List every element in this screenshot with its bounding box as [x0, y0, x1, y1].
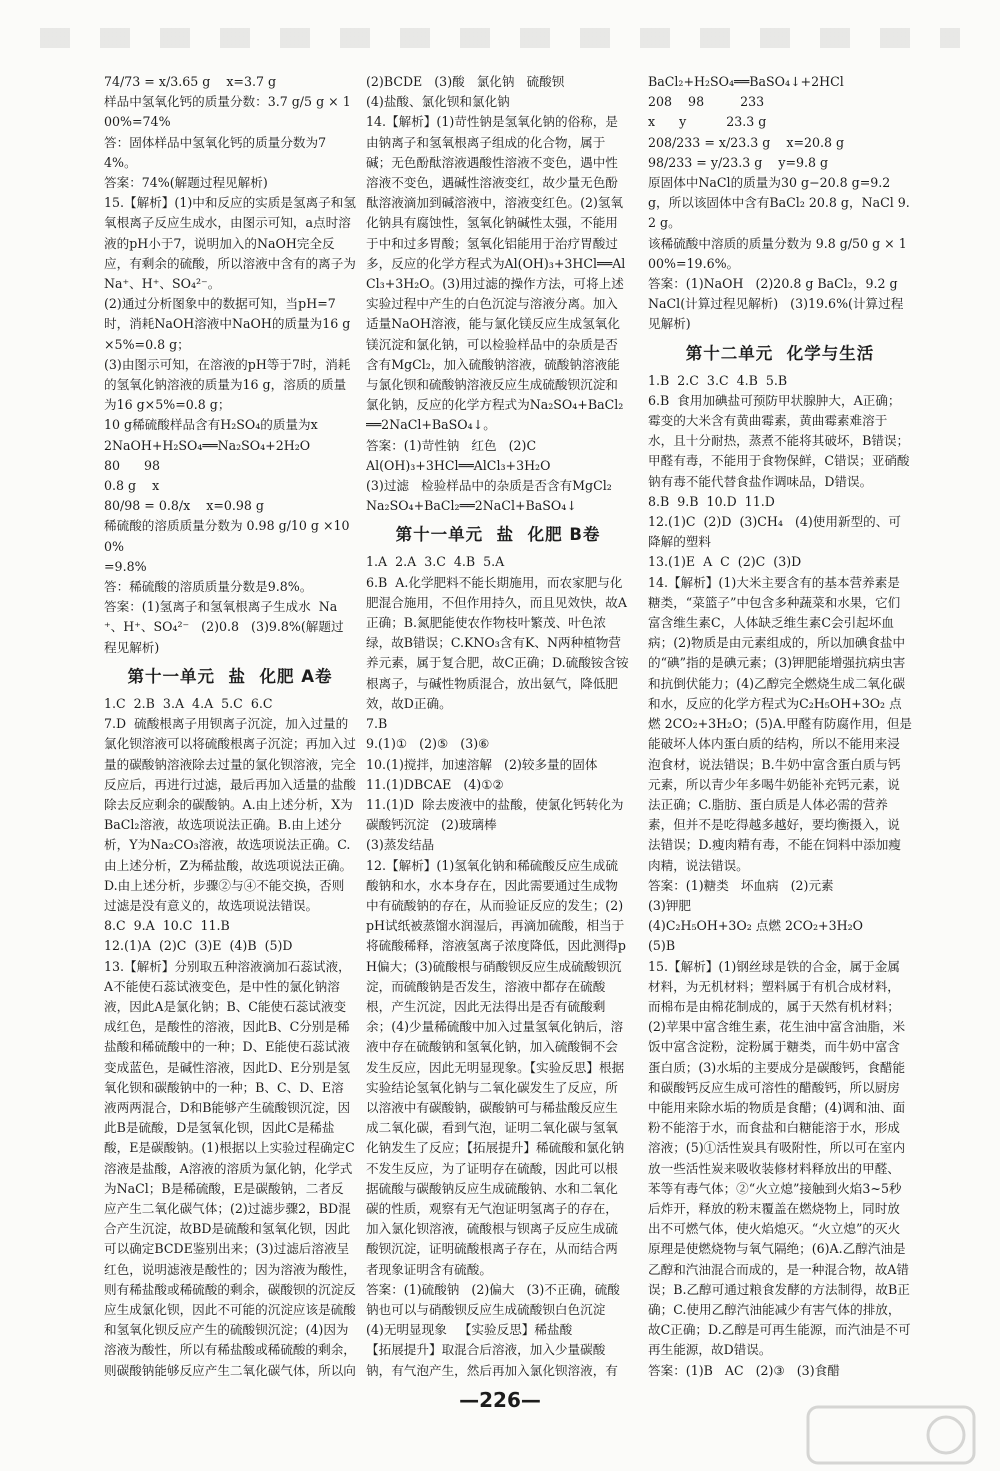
answer-line: 样品中氢氧化钙的质量分数：3.7 g/5 g × 100%=74% — [104, 94, 351, 130]
answer-line: =9.8% — [104, 558, 147, 574]
answer-line: 答：固体样品中氢氧化钙的质量分数为74%。 — [104, 134, 327, 170]
answer-line: 10 g稀硫酸样品含有H₂SO₄的质量为x — [104, 417, 318, 433]
answer-line: 13.【解析】分别取五种溶液滴加石蕊试液，A不能使石蕊试液变色，是中性的氯化钠溶液，因此A是氯化钠；B、C能使石蕊试液变成红色，是酸性的溶液，因此B、C分别是稀盐酸和稀硫酸中的一种；D、E能使石蕊试液变成蓝色，是碱性溶液，因此D、E分别是氢氧化钡和碳酸钠中的一种；B、C、D、E溶液两两混合，D和B能够产生硫酸钡沉淀，因此B是硫酸，D是氢氧化钡，因此C是稀盐酸，E是碳酸钠。(1)根据以上实验过程确定C溶液是盐酸，A溶液的溶质为氯化钠，化学式为NaCl；B是稀硫酸，E是碳酸钠，二者反应产生二氧化碳气体；(2)过滤步骤2，BD混合产生沉淀，故BD是硫酸和氢氧化钡，因此可以确定BCDE鉴别出来；(3)过滤后溶液呈红色，说明滤液是酸性的；因为溶液为酸性，则有稀盐酸或稀硫酸的剩余，碳酸钡的沉淀反应生成氯化钡，因此不可能的沉淀应该是硫酸和氢氧化钡反应产生的硫酸钡沉淀；(4)因为溶液为酸性，所以有稀盐酸或稀硫酸的剩余，则碳酸钠能够反应产生二氧化碳气体，所以向 — [104, 958, 356, 1378]
answer-line: 0.8 g x — [104, 478, 160, 494]
answer-line: 11.(1)D 除去废液中的盐酸，使氯化钙转化为碳酸钙沉淀 (2)玻璃棒 — [366, 796, 624, 833]
answer-line: 答案：(1)B AC (2)③ (3)食醋 — [648, 1362, 840, 1378]
answer-line: 208/233 = x/23.3 g x=20.8 g — [648, 134, 845, 150]
answer-line: 14.【解析】(1)大米主要含有的基本营养素是糖类，“菜篮子”中包含多种蔬菜和水果，它们富含维生素C，人体缺乏维生素C会引起坏血病；(2)物质是由元素组成的，所以加碘食盐中的“碘”指的是碘元素；(3)钾肥能增强抗病虫害和抗倒伏能力；(4)乙醇完全燃烧生成二氧化碳和水，反应的化学方程式为C₂H₅OH+3O₂ 点燃 2CO₂+3H₂O；(5)A.甲醛有防腐作用，但是能破坏人体内蛋白质的结构，所以不能用来浸泡食材，说法错误；B.牛奶中富含蛋白质与钙元素，所以青少年多喝牛奶能补充钙元素，说法正确；C.脂肪、蛋白质是人体必需的营养素，但并不是吃得越多越好，要均衡摄入，说法错误；D.瘦肉精有毒，不能在饲料中添加瘦肉精，说法错误。 — [648, 574, 912, 873]
section-heading: 第十一单元 盐 化肥 A卷 — [127, 666, 333, 686]
answer-line: 1.A 2.A 3.C 4.B 5.A — [366, 554, 505, 570]
answer-line: 答案：(1)硫酸钠 (2)偏大 (3)不正确，硫酸钠也可以与硝酸钡反应生成硫酸钡白色沉淀 — [366, 1281, 620, 1317]
answer-line: 9.(1)① (2)⑤ (3)⑥ — [366, 736, 490, 752]
answer-line: 11.(1)DBCAE (4)①② — [366, 776, 504, 792]
watermark-logo — [806, 1405, 976, 1465]
answer-line — [648, 1381, 912, 1382]
answer-line: 8.C 9.A 10.C 11.B — [104, 918, 230, 934]
answer-line: x y 23.3 g — [648, 114, 767, 130]
answer-line: 1.C 2.B 3.A 4.A 5.C 6.C — [104, 695, 273, 711]
answer-line: 6.B A.化学肥料不能长期施用，而农家肥与化肥混合施用，不但作用持久，而且见效快，故A正确；B.氮肥能使农作物枝叶繁茂、叶色浓绿，故B错误；C.KNO₃含有K、N两种植物营养元素，属于复合肥，故C正确；D.硫酸铵含铵根离子，与碱性物质混合，放出氨气，降低肥效，故D正确。 — [366, 574, 629, 711]
scan-header-noise — [40, 28, 960, 48]
answer-line: 该稀硫酸中溶质的质量分数为 9.8 g/50 g × 100%=19.6%。 — [648, 235, 907, 271]
answer-line: 7.B — [366, 716, 388, 732]
answer-line: (3)蒸发结晶 — [366, 837, 435, 853]
answer-line: 208 98 233 — [648, 94, 765, 110]
answer-line: 答案：(1)苛性钠 红色 (2)C — [366, 437, 537, 453]
answer-line: 12.(1)C (2)D (3)CH₄ (4)使用新型的、可降解的塑料 — [648, 514, 901, 550]
answer-line: 答案：(1)氢离子和氢氧根离子生成水 Na⁺、H⁺、SO₄²⁻ (2)0.8 (3)9.8%(解题过程见解析) — [104, 599, 344, 655]
answer-line: 8.B 9.B 10.D 11.D — [648, 493, 775, 509]
column-right — [648, 72, 912, 1382]
answer-line: 80/98 = 0.8/x x=0.98 g — [104, 498, 264, 514]
answer-line: (4)C₂H₅OH+3O₂ 点燃 2CO₂+3H₂O — [648, 918, 863, 934]
answer-line: (3)由图示可知，在溶液的pH等于7时，消耗的氢氧化钠溶液的质量为16 g，溶质的质量为16 g×5%=0.8 g； — [104, 356, 351, 413]
answer-line: (2)BCDE (3)酸 氯化钠 硫酸钡 — [366, 74, 565, 89]
answer-line: 7.D 硫酸根离子用钡离子沉淀，加入过量的氯化钡溶液可以将硫酸根离子沉淀；再加入过量的碳酸钠溶液除去过量的氯化钡溶液，完全反应后，再进行过滤，最后再加入适量的盐酸除去反应剩余的碳酸钠。A.由上述分析，X为BaCl₂溶液，故选项说法正确。B.由上述分析，Y为Na₂CO₃溶液，故选项说法正确。C.由上述分析，Z为稀盐酸，故选项说法正确。D.由上述分析，步骤②与④不能交换，否则过滤是没有意义的，故选项说法错误。 — [104, 716, 356, 913]
answer-line: 6.B 食用加碘盐可预防甲状腺肿大，A正确；霉变的大米含有黄曲霉素，黄曲霉素难溶于水，且十分耐热，蒸煮不能将其破坏，B错误；甲醛有毒，不能用于食物保鲜，C错误；亚硝酸钠有毒不能代替食盐作调味品，D错误。 — [648, 392, 910, 489]
column-left — [104, 72, 356, 1382]
answer-line: 98/233 = y/23.3 g y=9.8 g — [648, 154, 829, 170]
answer-line: (5)B — [648, 938, 676, 954]
answer-line: 答：稀硫酸的溶质质量分数是9.8%。 — [104, 579, 313, 595]
answer-line: (2)通过分析图象中的数据可知，当pH=7时，消耗NaOH溶液中NaOH的质量为16 g×5%=0.8 g； — [104, 296, 351, 352]
answer-line: 13.(1)E A C (2)C (3)D — [648, 554, 802, 570]
section-heading: 第十一单元 盐 化肥 B卷 — [395, 525, 601, 545]
answer-line: (4)无明显现象 【实验反思】稀盐酸 — [366, 1322, 573, 1338]
page-number: —226— — [459, 1388, 541, 1412]
answer-line: 【拓展提升】取混合后溶液，加入少量碳酸钠，有气泡产生，然后再加入氯化钡溶液，有 — [366, 1342, 618, 1378]
answer-line: 12.(1)A (2)C (3)E (4)B (5)D — [104, 938, 293, 954]
answer-line: (3)过滤 检验样品中的杂质是否含有MgCl₂ — [366, 478, 612, 494]
answer-line: 答案：(1)糖类 坏血病 (2)元素 — [648, 877, 834, 893]
answer-line: 原固体中NaCl的质量为30 g−20.8 g=9.2 g，所以该固体中含有BaCl₂ 20.8 g，NaCl 9.2 g。 — [648, 175, 910, 231]
answer-line: Na₂SO₄+BaCl₂══2NaCl+BaSO₄↓ — [366, 498, 577, 514]
answer-line: 15.【解析】(1)中和反应的实质是氢离子和氢氧根离子反应生成水，由图示可知，a点时溶液的pH小于7，说明加入的NaOH完全反应，有剩余的硫酸，所以溶液中含有的离子为Na⁺、H⁺、SO₄²⁻。 — [104, 195, 356, 292]
answer-line: 2NaOH+H₂SO₄══Na₂SO₄+2H₂O — [104, 437, 311, 453]
answer-line: 答案：74%(解题过程见解析) — [104, 175, 268, 191]
answer-line: BaCl₂+H₂SO₄══BaSO₄↓+2HCl — [648, 74, 844, 89]
answer-line: 74/73 = x/3.65 g x=3.7 g — [104, 74, 277, 89]
section-heading: 第十二单元 化学与生活 — [685, 343, 875, 363]
answer-line: Al(OH)₃+3HCl══AlCl₃+3H₂O — [366, 457, 551, 473]
answer-line: 14.【解析】(1)苛性钠是氢氧化钠的俗称，是由钠离子和氢氧根离子组成的化合物，属于碱；无色酚酞溶液遇酸性溶液不变色，遇中性溶液不变色，遇碱性溶液变红，故少量无色酚酞溶液滴加到碱溶液中，溶液变红色。(2)氢氧化钠具有腐蚀性，氢氧化钠碱性太强，不能用于中和过多胃酸；氢氧化铝能用于治疗胃酸过多，反应的化学方程式为Al(OH)₃+3HCl══AlCl₃+3H₂O。(3)用过滤的操作方法，可将上述实验过程中产生的白色沉淀与溶液分离。加入适量NaOH溶液，能与氯化镁反应生成氢氧化镁沉淀和氯化钠，可以检验样品中的杂质是否含有MgCl₂，加入硫酸钠溶液，硫酸钠溶液能与氯化钡和硫酸钠溶液反应生成硫酸钡沉淀和氯化钠，反应的化学方程式为Na₂SO₄+BaCl₂══2NaCl+BaSO₄↓。 — [366, 114, 626, 433]
answer-line: 稀硫酸的溶质质量分数为 0.98 g/10 g ×100% — [104, 518, 350, 554]
answer-line: 80 98 — [104, 457, 161, 473]
answer-line: 答案：(1)NaOH (2)20.8 g BaCl₂，9.2 g NaCl(计算过程见解析) (3)19.6%(计算过程见解析) — [648, 276, 904, 332]
answer-line: (3)钾肥 — [648, 897, 692, 913]
answer-line: (4)盐酸、氯化钡和氯化钠 — [366, 94, 510, 110]
answer-line: 1.B 2.C 3.C 4.B 5.B — [648, 372, 788, 388]
column-middle — [366, 72, 630, 1382]
answer-line: 12.【解析】(1)氢氧化钠和稀硫酸反应生成硫酸钠和水，水本身存在，因此需要通过生成物中有硫酸钠的存在，从而验证反应的发生；(2)pH试纸被蒸馏水润湿后，再滴加硫酸，相当于将硫酸稀释，溶液氢离子浓度降低，因此测得pH偏大；(3)硫酸根与硝酸钡反应生成硫酸钡沉淀，而硫酸钠是否发生，溶液中都存在硫酸根，产生沉淀，因此无法得出是否有硫酸剩余；(4)少量稀硫酸中加入过量氢氧化钠后，溶液中存在硫酸钠和氢氧化钠，加入硫酸铜不会发生反应，因此无明显现象。【实验反思】根据实验结论氢氧化钠与二氧化碳发生了反应，所以溶液中有碳酸钠，碳酸钠可与稀盐酸反应生成二氧化碳，看到气泡，证明二氧化碳与氢氧化钠发生了反应；【拓展提升】稀硫酸和氯化钠不发生反应，为了证明存在硫酸，因此可以根据硫酸与碳酸钠反应生成硫酸钠、水和二氧化碳的性质，观察有无气泡证明氢离子的存在，加入氯化钡溶液，硫酸根与钡离子反应生成硫酸钡沉淀，证明硫酸根离子存在，从而结合两者现象证明含有硫酸。 — [366, 857, 626, 1277]
answer-line: 15.【解析】(1)钢丝球是铁的合金，属于金属材料，为无机材料；塑料属于有机合成材料，而棉布是由棉花制成的，属于天然有机材料；(2)苹果中富含维生素，花生油中富含油脂，米饭中富含淀粉，淀粉属于糖类，而牛奶中富含蛋白质；(3)水垢的主要成分是碳酸钙，食醋能和碳酸钙反应生成可溶性的醋酸钙，所以厨房中能用来除水垢的物质是食醋；(4)调和油、面粉不能溶于水，而食盐和白糖能溶于水，形成溶液；(5)①活性炭具有吸附性，所以可在室内放一些活性炭来吸收装修材料释放出的甲醛、苯等有毒气体；②“火立熄”接触到火焰3~5秒后炸开，释放的粉末覆盖在燃烧物上，同时放出不可燃气体，使火焰熄灭。“火立熄”的灭火原理是使燃烧物与氧气隔绝；(6)A.乙醇汽油是乙醇和汽油混合而成的，是一种混合物，故A错误；B.乙醇可通过粮食发酵的方法制得，故B正确；C.使用乙醇汽油能减少有害气体的排放，故C正确；D.乙醇是可再生能源，而汽油是不可再生能源，故D错误。 — [648, 958, 911, 1358]
answer-line: 10.(1)搅拌，加速溶解 (2)较多量的固体 — [366, 756, 598, 772]
